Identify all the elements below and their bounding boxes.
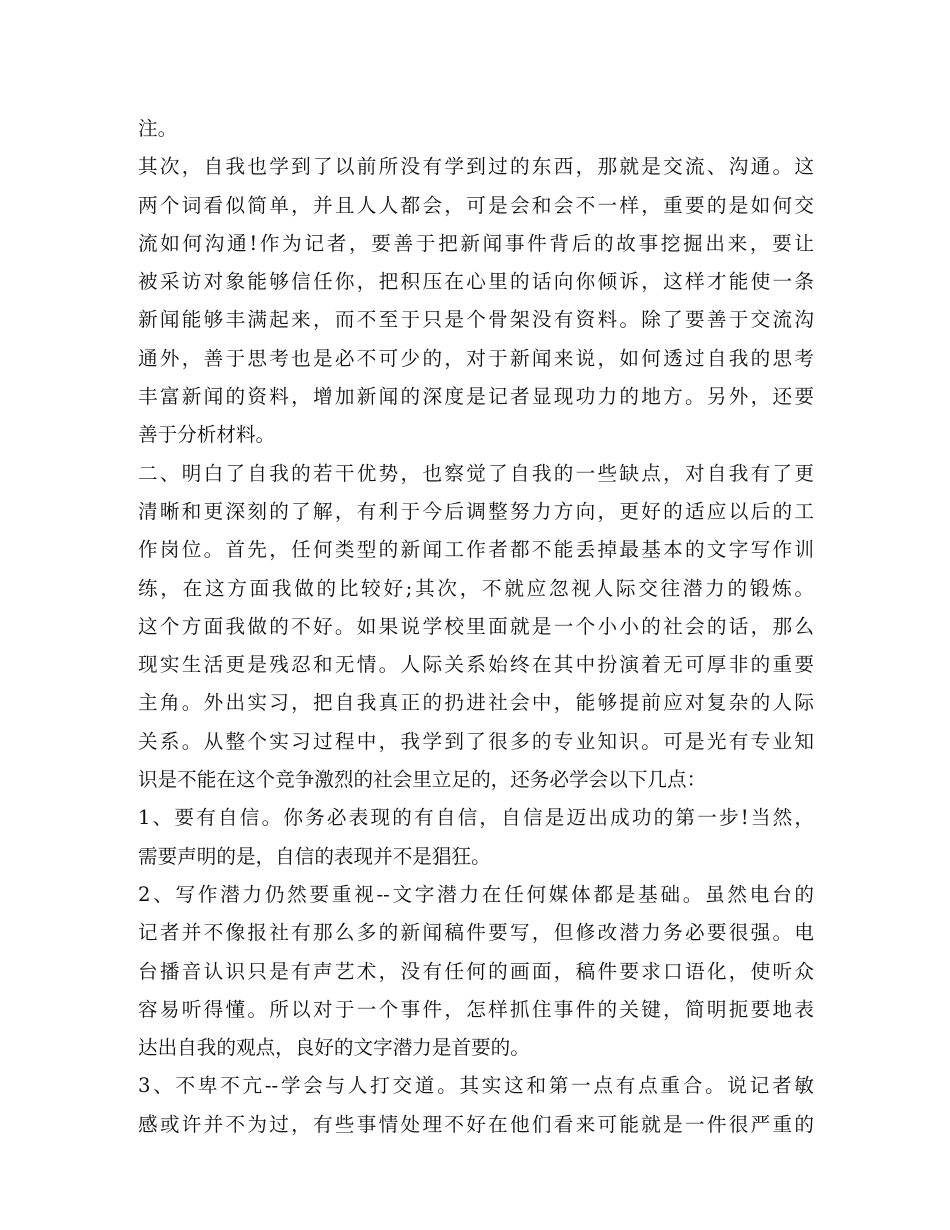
text-line: 达出自我的观点，良好的文字潜力是首要的。 [138, 1036, 530, 1060]
text-line: 流如何沟通!作为记者，要善于把新闻事件背后的故事挖掘出来，要让 [138, 231, 814, 255]
text-line: 台播音认识只是有声艺术，没有任何的画面，稿件要求口语化，使听众 [138, 959, 814, 983]
text-line: 其次，自我也学到了以前所没有学到过的东西，那就是交流、沟通。这 [138, 155, 814, 179]
text-line: 容易听得懂。所以对于一个事件，怎样抓住事件的关键，简明扼要地表 [138, 997, 814, 1021]
text-line: 1、要有自信。你务必表现的有自信，自信是迈出成功的第一步!当然， [138, 806, 814, 830]
text-line: 注。 [138, 117, 178, 140]
text-line: 这个方面我做的不好。如果说学校里面就是一个小小的社会的话，那么 [138, 614, 814, 638]
text-line: 被采访对象能够信任你，把积压在心里的话向你倾诉，这样才能使一条 [138, 270, 814, 294]
text-line: 清晰和更深刻的了解，有利于今后调整努力方向，更好的适应以后的工 [138, 499, 814, 523]
text-line: 新闻能够丰满起来，而不至于只是个骨架没有资料。除了要善于交流沟 [138, 308, 814, 332]
text-line: 善于分析材料。 [138, 423, 276, 447]
text-line: 主角。外出实习，把自我真正的扔进社会中，能够提前应对复杂的人际 [138, 691, 814, 715]
document-body [138, 110, 814, 1144]
text-line: 丰富新闻的资料，增加新闻的深度是记者显现功力的地方。另外，还要 [138, 385, 814, 409]
text-line: 感或许并不为过，有些事情处理不好在他们看来可能就是一件很严重的 [138, 1112, 814, 1136]
text-line: 两个词看似简单，并且人人都会，可是会和会不一样，重要的是如何交 [138, 193, 814, 217]
text-line: 识是不能在这个竞争激烈的社会里立足的，还务必学会以下几点： [138, 768, 707, 792]
text-line: 记者并不像报社有那么多的新闻稿件要写，但修改潜力务必要很强。电 [138, 921, 814, 945]
text-line: 3、不卑不亢--学会与人打交道。其实这和第一点有点重合。说记者敏 [138, 1074, 814, 1098]
text-line: 关系。从整个实习过程中，我学到了很多的专业知识。可是光有专业知 [138, 729, 814, 753]
text-line: 需要声明的是，自信的表现并不是猖狂。 [138, 844, 491, 868]
text-line: 通外，善于思考也是必不可少的，对于新闻来说，如何透过自我的思考 [138, 346, 814, 370]
text-line: 2、写作潜力仍然要重视--文字潜力在任何媒体都是基础。虽然电台的 [138, 882, 814, 906]
text-line: 现实生活更是残忍和无情。人际关系始终在其中扮演着无可厚非的重要 [138, 653, 814, 677]
text-line: 作岗位。首先，任何类型的新闻工作者都不能丢掉最基本的文字写作训 [138, 538, 814, 562]
text-line: 二、明白了自我的若干优势，也察觉了自我的一些缺点，对自我有了更 [138, 461, 814, 485]
text-line: 练，在这方面我做的比较好;其次，不就应忽视人际交往潜力的锻炼。 [138, 576, 814, 600]
